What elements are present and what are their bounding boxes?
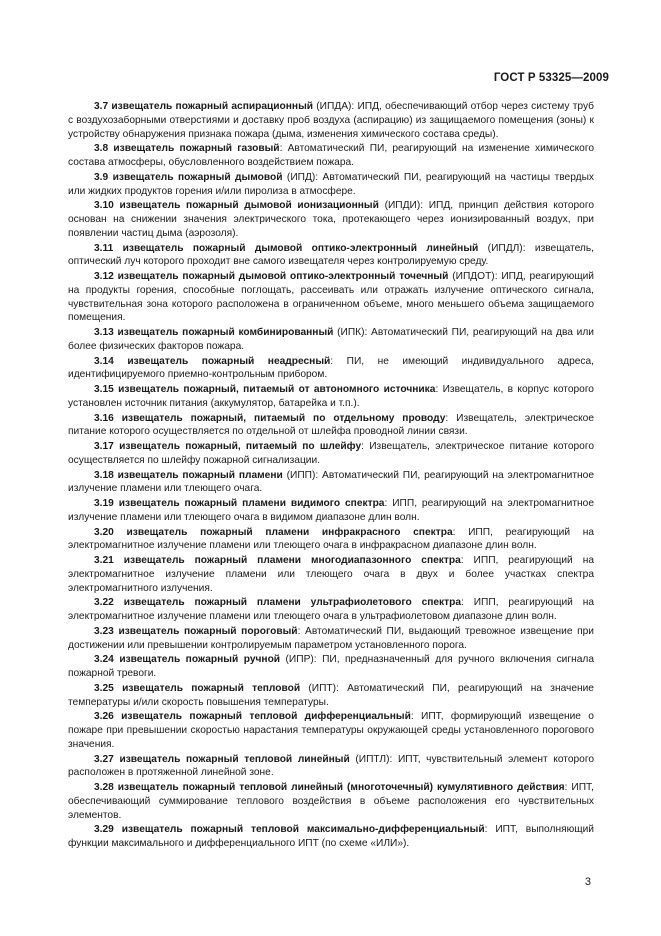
term-name: извещатель пожарный газовый <box>113 143 280 155</box>
term-number: 3.16 <box>94 412 114 424</box>
term-heading <box>94 356 330 367</box>
term-heading <box>94 271 448 282</box>
term-description: : Автоматический ПИ, реагирующий на изменение химического состава атмосферы, обусловленного воздействием пожара. <box>68 143 594 168</box>
term-number: 3.12 <box>94 271 114 282</box>
term-description: : ИПТ, формирующий извещение о пожаре при превышении скоростью нарастания температуры окружающей среды установленного порогового значения. <box>68 711 594 750</box>
term-heading <box>94 143 280 154</box>
term-description: : Автоматический ПИ, выдающий тревожное извещение при достижении или превышении контролируемым параметром установленного порога. <box>68 625 594 651</box>
term-definition <box>68 554 594 595</box>
term-description: : ИПТ, выполняющий функции максимального и дифференциального ИПТ (по схеме «ИЛИ»). <box>68 824 594 849</box>
term-definition <box>68 596 594 624</box>
term-name: извещатель пожарный, питаемый от автономного источника <box>118 384 436 395</box>
term-name: извещатель пожарный пламени видимого спектра <box>118 498 385 509</box>
term-name: извещатель пожарный тепловой линейный <box>119 753 350 765</box>
term-number: 3.8 <box>94 143 109 155</box>
term-number: 3.27 <box>94 753 114 765</box>
term-definition <box>68 412 594 440</box>
document-id-header: ГОСТ Р 53325—2009 <box>493 72 609 84</box>
term-heading <box>94 782 565 793</box>
term-name: извещатель пожарный тепловой дифференциальный <box>121 711 411 723</box>
term-heading <box>94 498 384 509</box>
term-description: : ИПП, реагирующий на электромагнитное излучение пламени или тлеющего очага в инфракрасном диапазоне длин волн. <box>68 526 594 552</box>
term-heading <box>94 683 300 694</box>
term-number: 3.19 <box>94 498 114 509</box>
term-description: (ИПП): Автоматический ПИ, реагирующий на электромагнитное излучение пламени или тлеющего очага. <box>68 469 594 495</box>
term-description: (ИПДА): ИПД, обеспечивающий отбор через систему труб с воздухозаборными отверстиями и доставку проб воздуха (аспирацию) из защищаемого помещения (зоны) к устройству обнаружения признака пожара (дыма, изменения химического состава среды). <box>68 101 594 140</box>
term-name: извещатель пожарный дымовой ионизационный <box>119 200 379 212</box>
term-name: извещатель пожарный пламени многодиапазонного спектра <box>123 555 461 566</box>
term-description: : ИПТ, обеспечивающий суммирование теплового воздействия в объеме расположения его чувствительных элементов. <box>68 782 594 821</box>
term-definition <box>68 753 594 781</box>
term-number: 3.10 <box>94 200 114 212</box>
term-description: : ИПП, реагирующий на электромагнитное излучение пламени или тлеющего очага в ультрафиолетовом диапазоне длин волн. <box>68 597 594 622</box>
term-description: (ИПР): ПИ, предназначенный для ручного включения сигнала пожарной тревоги. <box>68 654 594 679</box>
term-name: извещатель пожарный ручной <box>119 654 281 666</box>
term-name: извещатель пожарный дымовой оптико-электронный точечный <box>117 271 449 282</box>
term-description: (ИПДИ): ИПД, принцип действия которого основан на снижении значения электрического тока, протекающего через ионизированный воздух, при появлении частиц дыма (аэрозоля). <box>68 200 595 239</box>
term-number: 3.20 <box>94 526 114 538</box>
term-description: : ИПП, реагирующий на электромагнитное излучение пламени или тлеющего очага в видимом диапазоне длин волн. <box>68 498 594 523</box>
term-heading <box>94 172 282 183</box>
term-number: 3.28 <box>94 782 114 793</box>
term-name: извещатель пожарный пламени <box>117 469 283 481</box>
term-number: 3.23 <box>94 625 114 637</box>
term-number: 3.15 <box>94 384 114 395</box>
term-name: извещатель пожарный пламени ультрафиолетового спектра <box>123 597 462 609</box>
term-definition <box>68 497 594 525</box>
term-definition <box>68 100 594 141</box>
term-description: (ИПК): Автоматический ПИ, реагирующий на два или более физических факторов пожара. <box>68 327 594 352</box>
term-heading <box>94 441 361 452</box>
term-heading <box>94 654 280 665</box>
term-definition <box>68 383 594 411</box>
term-definition <box>68 326 594 354</box>
term-heading <box>94 200 379 211</box>
term-definition <box>68 440 594 468</box>
term-description: (ИПТ): Автоматический ПИ, реагирующий на значение температуры и/или скорость повышения температуры. <box>68 682 594 708</box>
term-number: 3.11 <box>94 242 114 254</box>
term-name: извещатель пожарный дымовой оптико-электронный линейный <box>122 242 479 254</box>
term-heading <box>94 754 350 765</box>
term-description: : ИПП, реагирующий на электромагнитное излучение пламени или тлеющего очага в двух и более участках спектра электромагнитного излучения. <box>68 555 594 594</box>
term-heading <box>94 101 313 112</box>
term-name: извещатель пожарный пламени инфракрасного спектра <box>126 526 453 538</box>
term-number: 3.7 <box>94 101 109 112</box>
term-definition <box>68 242 594 270</box>
term-name: извещатель пожарный, питаемый по шлейфу <box>119 441 362 452</box>
term-description: : ПИ, не имеющий индивидуального адреса, идентифицируемого приемно-контрольным прибором. <box>68 355 594 381</box>
term-definition <box>68 625 594 653</box>
term-name: извещатель пожарный пороговый <box>118 625 298 637</box>
term-heading <box>94 626 298 637</box>
term-number: 3.25 <box>94 682 114 694</box>
term-name: извещатель пожарный комбинированный <box>117 327 334 338</box>
term-name: извещатель пожарный дымовой <box>112 171 283 183</box>
term-name: извещатель пожарный, питаемый по отдельному проводу <box>121 412 446 424</box>
term-heading <box>94 711 411 722</box>
term-description: : Извещатель, электрическое питание которого осуществляется по шлейфу пожарной сигнализации. <box>68 441 594 466</box>
term-definition <box>68 653 594 681</box>
term-number: 3.9 <box>94 171 109 183</box>
term-heading <box>94 555 461 566</box>
term-number: 3.17 <box>94 441 114 452</box>
term-definition <box>68 469 594 497</box>
term-description: (ИПДОТ): ИПД, реагирующий на продукты горения, способные поглощать, рассеивать или отражать излучение оптического сигнала, чувствительная зона которого расположена в ограниченном объеме, много меньшего объема защищаемого помещения. <box>68 271 594 324</box>
term-heading <box>94 470 283 481</box>
term-definition <box>68 171 594 199</box>
term-description: : Извещатель, электрическое питание которого осуществляется по отдельной от шлейфа проводной линии связи. <box>68 412 594 438</box>
term-heading <box>94 527 453 538</box>
term-description: (ИПДЛ): извещатель, оптический луч которого проходит вне самого извещателя через контролируемую среду. <box>68 242 594 268</box>
term-number: 3.18 <box>94 469 114 481</box>
term-definition <box>68 781 594 822</box>
term-name: извещатель пожарный тепловой <box>122 682 301 694</box>
term-definition <box>68 199 594 240</box>
term-definition <box>68 270 594 325</box>
term-definition <box>68 355 594 383</box>
term-heading <box>94 597 461 608</box>
term-definition <box>68 682 594 710</box>
term-heading <box>94 243 478 254</box>
term-description: (ИПД): Автоматический ПИ, реагирующий на частицы твердых или жидких продуктов горения и/или пиролиза в атмосфере. <box>68 171 594 197</box>
term-name: извещатель пожарный тепловой максимально-дифференциальный <box>121 824 485 836</box>
term-definition <box>68 710 594 751</box>
term-definition <box>68 526 594 554</box>
terms-list <box>68 100 594 852</box>
term-definition <box>68 823 594 851</box>
term-description: : Извещатель, в корпус которого установлен источник питания (аккумулятор, батарейка и т.п.). <box>68 384 594 409</box>
term-number: 3.14 <box>94 355 114 367</box>
term-number: 3.21 <box>94 555 114 566</box>
term-number: 3.26 <box>94 711 114 723</box>
term-heading <box>94 824 485 835</box>
term-number: 3.13 <box>94 327 114 338</box>
term-name: извещатель пожарный неадресный <box>127 355 331 367</box>
term-number: 3.29 <box>94 824 114 836</box>
term-definition <box>68 142 594 170</box>
term-description: (ИПТЛ): ИПТ, чувствительный элемент которого расположен в протяженной линейной зоне. <box>68 753 595 779</box>
term-name: извещатель пожарный тепловой линейный (многоточечный) кумулятивного действия <box>117 782 565 793</box>
term-heading <box>94 384 435 395</box>
term-heading <box>94 413 445 424</box>
term-heading <box>94 327 333 338</box>
term-number: 3.24 <box>94 654 114 666</box>
term-number: 3.22 <box>94 597 114 609</box>
term-name: извещатель пожарный аспирационный <box>111 101 314 112</box>
page-number: 3 <box>584 876 591 888</box>
